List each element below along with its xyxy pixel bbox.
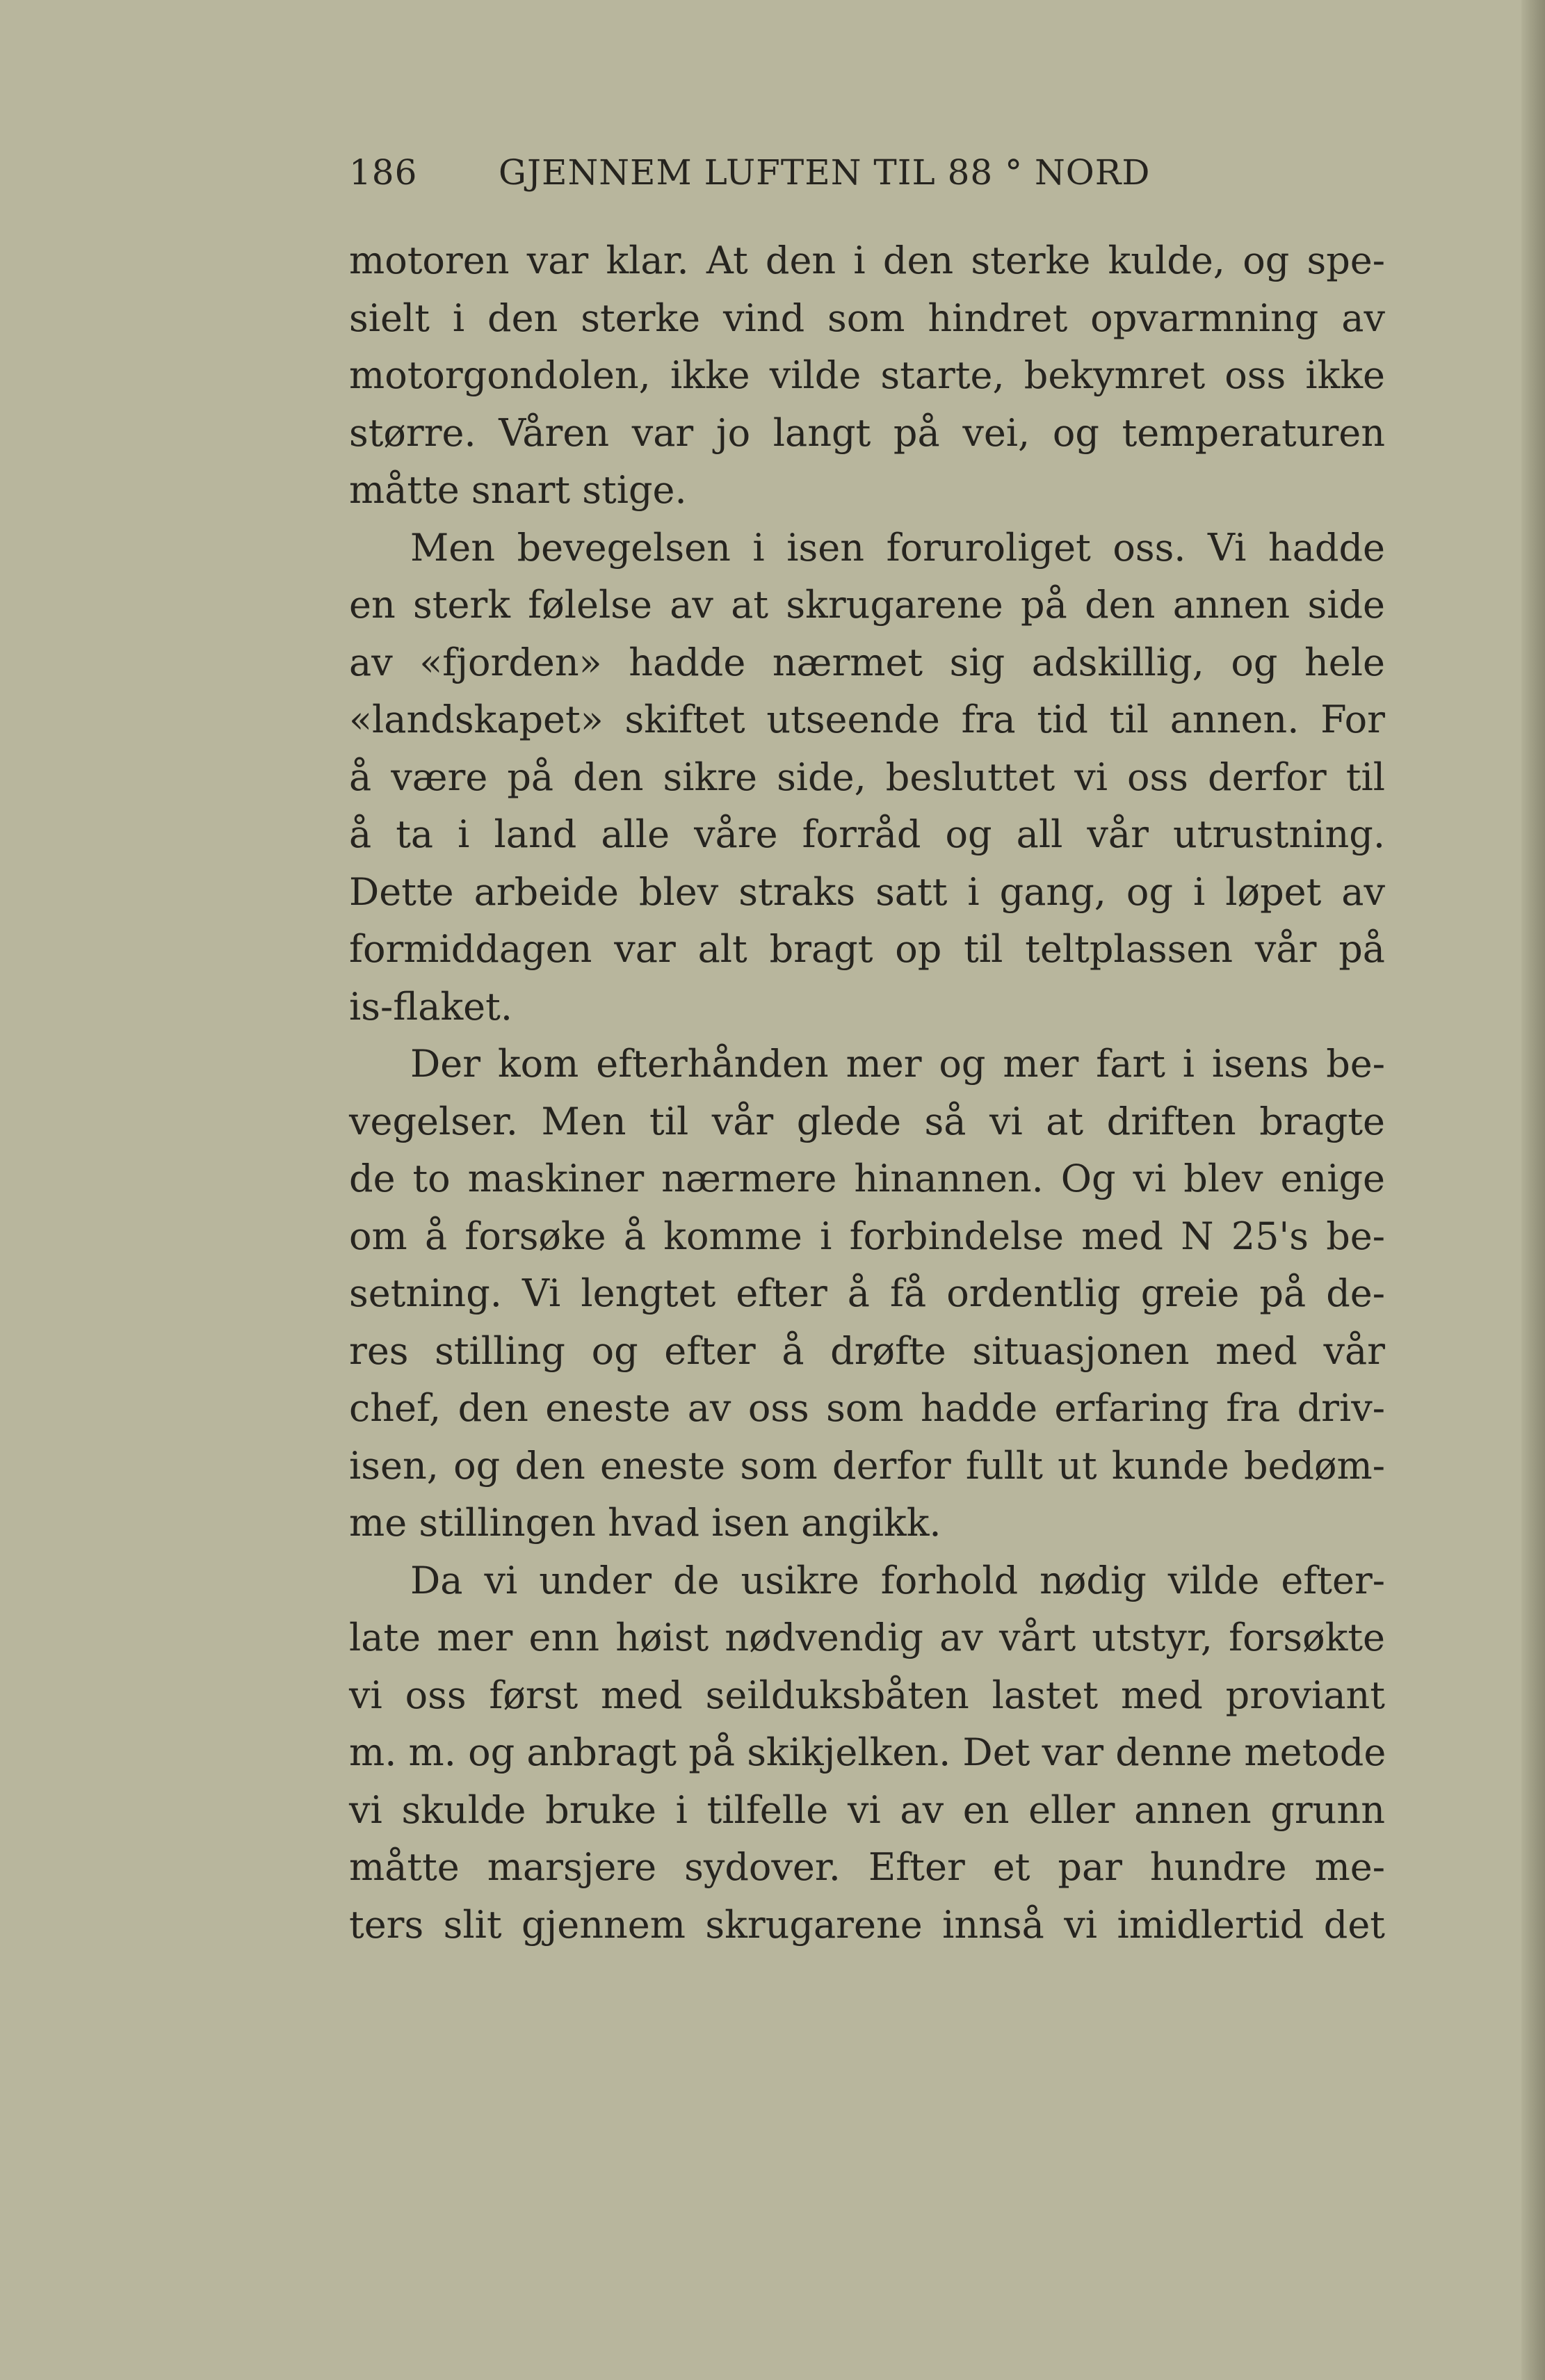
page-number: 186: [349, 152, 418, 193]
text-line: en sterk følelse av at skrugarene på den annen side: [349, 583, 1385, 627]
text-line: «landskapet» skiftet utseende fra tid til annen. For: [349, 698, 1385, 741]
text-line: måtte snart stige.: [349, 468, 687, 512]
page-edge: [1521, 0, 1545, 2380]
text-line: å være på den sikre side, besluttet vi oss derfor til: [349, 755, 1385, 799]
text-line: måtte marsjere sydover. Efter et par hundre me-: [349, 1845, 1385, 1889]
running-header: [349, 145, 1232, 200]
text-line: Der kom efterhånden mer og mer fart i isens be-: [410, 1042, 1385, 1086]
text-line: Men bevegelsen i isen foruroliget oss. Vi hadde: [410, 525, 1385, 570]
text-line: Da vi under de usikre forhold nødig vilde efter-: [410, 1558, 1385, 1602]
text-line: av «fjorden» hadde nærmet sig adskillig, og hele: [349, 640, 1385, 684]
text-line: isen, og den eneste som derfor fullt ut kunde bedøm-: [349, 1443, 1385, 1488]
text-line: res stilling og efter å drøfte situasjonen med vår: [349, 1328, 1385, 1373]
text-line: formiddagen var alt bragt op til teltplassen vår på: [349, 927, 1385, 971]
text-line: vi skulde bruke i tilfelle vi av en eller annen grunn: [349, 1787, 1385, 1832]
running-title: GJENNEM LUFTEN TIL 88 ° NORD: [499, 152, 1151, 193]
body-text: [349, 232, 1385, 1954]
text-line: å ta i land alle våre forråd og all vår utrustning.: [349, 812, 1385, 856]
text-line: motoren var klar. At den i den sterke kulde, og spe-: [349, 239, 1385, 282]
text-line: chef, den eneste av oss som hadde erfaring fra driv-: [349, 1386, 1385, 1430]
text-line: vegelser. Men til vår glede så vi at driften bragte: [349, 1099, 1385, 1143]
text-line: m. m. og anbragt på skikjelken. Det var denne metode: [349, 1730, 1386, 1774]
text-line: motorgondolen, ikke vilde starte, bekymret oss ikke: [349, 353, 1385, 397]
text-line: vi oss først med seilduksbåten lastet med proviant: [349, 1673, 1385, 1717]
text-line: om å forsøke å komme i forbindelse med N 25's be-: [349, 1214, 1385, 1258]
text-line: me stillingen hvad isen angikk.: [349, 1501, 941, 1545]
text-line: is-flaket.: [349, 984, 512, 1029]
text-line: de to maskiner nærmere hinannen. Og vi blev enige: [349, 1157, 1385, 1200]
text-line: Dette arbeide blev straks satt i gang, og i løpet av: [349, 869, 1385, 914]
text-line: ters slit gjennem skrugarene innså vi imidlertid det: [349, 1902, 1385, 1947]
text-line: sielt i den sterke vind som hindret opvarmning av: [349, 296, 1385, 340]
text-line: større. Våren var jo langt på vei, og temperaturen: [349, 410, 1385, 455]
text-line: setning. Vi lengtet efter å få ordentlig greie på de-: [349, 1271, 1385, 1315]
text-line: late mer enn høist nødvendig av vårt utstyr, forsøkte: [349, 1616, 1385, 1659]
